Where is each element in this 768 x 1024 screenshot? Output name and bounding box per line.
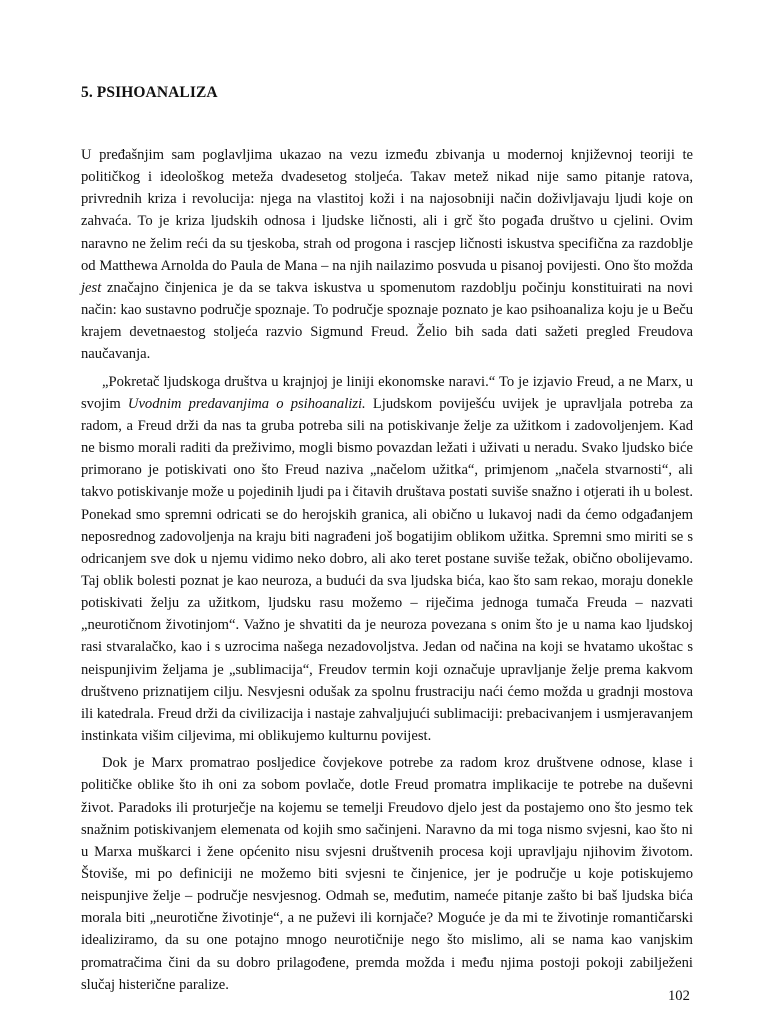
page-number: 102	[668, 988, 690, 1004]
book-title-emphasis: Uvodnim predavanjima o psihoanalizi.	[127, 395, 366, 412]
body-text	[81, 144, 693, 996]
paragraph-2-text-b: Ljudskom poviješću uvijek je upravljala potreba za radom, a Freud drži da nas ta gruba potreba sili na potiskivanje želje za užitkom i zadovoljenjem. Kad ne bismo morali raditi da preživimo, mogli bismo povazdan ležati i uživati u neradu. Svako ljudsko biće primorano je potiskivati ono što Freud naziva „načelom užitka“, primjenom „načela stvarnosti“, ali takvo potiskivanje može u pojedinih ljudi pa i čitavih društava postati suviše snažno i otjerati ih u bolest. Ponekad smo spremni odricati se do herojskih granica, ali obično u lukavoj nadi da ćemo odgađanjem neposrednog zadovoljenja na kraju biti nagrađeni još bogatijim oblikom užitka. Spremni smo miriti se s odricanjem sve dok u njemu vidimo neko dobro, ali ako teret postane suviše težak, obično obolijevamo. Taj oblik bolesti poznat je kao neuroza, a budući da sva ljudska bića, kao što sam rekao, moraju donekle potiskivati želju za užitkom, ljudsku rasu možemo – riječima jednoga tumača Freuda – nazvati „neurotičnom životinjom“. Važno je shvatiti da je neuroza povezana s onim što je u nama kao ljudskoj rasi stvaralačko, kao i s uzrocima našega nezadovoljstva. Jedan od načina na koji se hvatamo ukoštac s neispunjivim željama je „sublimacija“, Freudov termin koji označuje upravljanje želje prema kakvom društveno priznatijem cilju. Nesvjesni odušak za spolnu frustraciju naći ćemo možda u gradnji mostova ili katedrala. Freud drži da civilizacija i nastaje zahvaljujući sublimaciji: prebacivanjem i usmjeravanjem instinkata višim ciljevima, mi oblikujemo kulturnu povijest.	[81, 395, 694, 745]
paragraph-2-text-a: „Pokretač ljudskoga društva u krajnjoj je liniji ekonomske naravi.“ To je izjavio Freud, a ne Marx, u svojim	[81, 373, 693, 412]
chapter-title: 5. PSIHOANALIZA	[81, 84, 218, 101]
paragraph-1-emphasis: jest	[81, 279, 102, 296]
paragraph-1-text-a: U prеđašnjim sam poglavljima ukazao na vezu između zbivanja u modernoj književnoj teoriji te političkog i ideološkog meteža dvadesetog stoljeća. Takav metež nikad nije samo pitanje ratova, privrednih kriza i revolucija: njega na vlastitoj koži i na najosobniji način doživljavaju ljudi koje on zahvaća. To je kriza ljudskih odnosa i ljudske ličnosti, ali i grč što pogađa društvo u cjelini. Ovim naravno ne želim reći da su tjeskoba, strah od progona i rascjep ličnosti iskustva specifična za razdoblje od Matthewa Arnolda do Paula de Mana – na njih nailazimo posvuda u pisanoj povijesti. Ono što možda	[81, 147, 693, 274]
paragraph-2	[81, 371, 693, 748]
paragraph-1	[81, 144, 693, 366]
paragraph-3	[81, 752, 693, 996]
paragraph-3-text: Dok je Marx promatrao posljedice čovjekove potrebe za radom kroz društvene odnose, klase i političke oblike što ih oni za sobom povlače, dotle Freud promatra implikacije te potrebe na duševni život. Paradoks ili proturječje na kojemu se temelji Freudovo djelo jest da postajemo ono što jesmo tek snažnim potiskivanjem elemenata od kojih smo sačinjeni. Naravno da mi toga nismo svjesni, kao što ni u Marxa muškarci i žene općenito nisu svjesni društvenih procesa koji upravljaju njihovim životom. Štoviše, mi po definiciji ne možemo biti svjesni te činjenice, jer je područje u koje potiskujemo neispunjive želje – područje nesvjesnog. Odmah se, međutim, nameće pitanje zašto bi baš ljudska bića morala biti „neurotične životinje“, a ne puževi ili kornjače? Moguće je da mi te životinje romantičarski idealiziramo, da su one potajno mnogo neurotičnije nego što mislimo, ali se nama kao vanjskim promatračima čini da su dobro prilagođene, premda možda i među njima postoji pokoji zabilježeni slučaj histerične paralize.	[81, 755, 693, 993]
paragraph-1-text-b: značajno činjenica je da se takva iskustva u spomenutom razdoblju počinju konstituirati na novi način: kao sustavno područje spoznaje. To područje spoznaje poznato je kao psihoanaliza koju je u Beču krajem devetnaestog stoljeća razvio Sigmund Freud. Želio bih sada dati sažeti pregled Freudova naučavanja.	[81, 279, 693, 363]
